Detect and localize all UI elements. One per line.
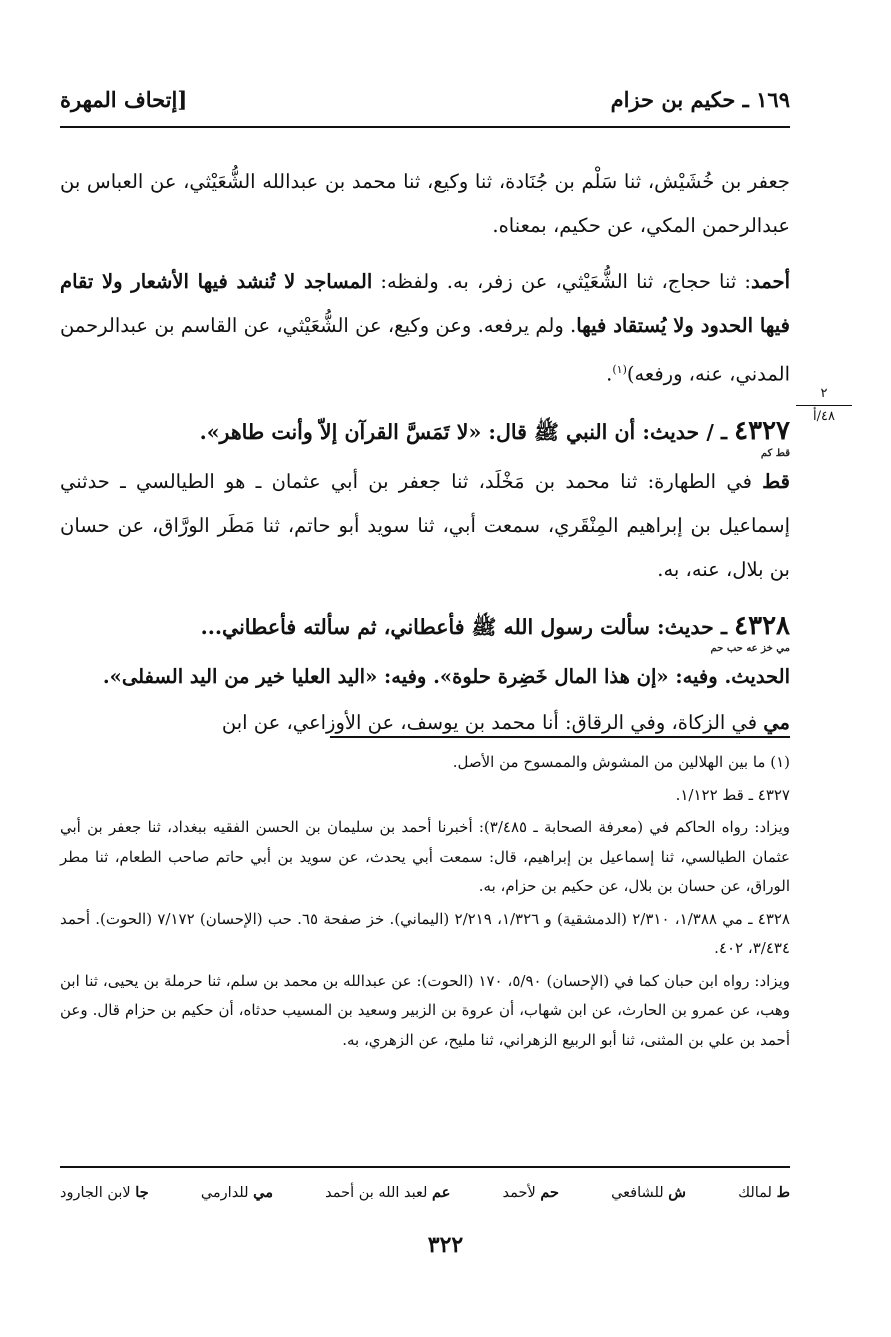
paragraph-4: الحديث. وفيه: «إن هذا المال خَضِرة حلوة». وفيه: «اليد العليا خير من اليد السفلى». (102, 664, 790, 688)
abbrev-item: مي للدارمي (200, 1184, 273, 1201)
paragraph-1: جعفر بن خُشَيْش، ثنا سَلْم بن جُنَادة، ثنا وكيع، ثنا محمد بن عبدالله الشُّعَيْثي، عن العباس بن عبدالرحمن المكي، عن حكيم، بمعناه. (60, 170, 790, 237)
header-book-title: [إتحاف المهرة (60, 86, 188, 112)
source-codes: قط كم (760, 447, 790, 459)
margin-reference (796, 386, 852, 425)
abbrev-item: حم لأحمد (502, 1184, 559, 1201)
footnote-3: ويزاد: رواه الحاكم في (معرفة الصحابة ـ ٣/٤٨٥): أخبرنا أحمد بن سليمان بن الحسن الفقيه ببغداد، ثنا جعفر بن أبي عثمان الطيالسي، ثنا إسماعيل بن إبراهيم، قال: سمعت أبي يحدث، عن سويد بن أبي حاتم صاحب الطعام، ثنا مطر الوراق، عن حسان بن بلال، عن حكيم بن حزام، به. (60, 818, 790, 895)
header-rule (60, 126, 790, 128)
hadith-number: ٤٣٢٨ (734, 610, 790, 641)
page-number: ٣٢٢ (427, 1232, 464, 1258)
main-text (60, 160, 790, 757)
footnote-rule (330, 736, 790, 738)
footnote-ref-1: (١) (612, 363, 627, 376)
hadith-4328-heading (60, 604, 790, 655)
footnote-5: ويزاد: رواه ابن حبان كما في (الإحسان) ٥/٩٠، ١٧٠ (الحوت): عن عبدالله بن محمد بن سلم، ثنا حرملة بن يحيى، ثنا ابن وهب، عن عمرو بن الحارث، عن ابن شهاب، أن عروة بن الزبير وسعيد بن المسيب حدثاه، أن حكيم بن حزام قال. وعن أحمد بن علي بن المثنى، ثنا أبو الربيع الزهراني، ثنا مليح، عن الزهري، به. (60, 971, 790, 1049)
source-codes: مي خز عه حب حم (710, 642, 790, 654)
footnote-4: ٤٣٢٨ ـ مي ١/٣٨٨، ٢/٣١٠ (الدمشقية) و ١/٣٢٦، ٢/٢١٩ (اليماني). خز صفحة ٦٥. حب (الإحسان) ٧/١٧٢ (الحوت). أحمد ٣/٤٣٤، ٤٠٢. (60, 909, 790, 957)
margin-ref-divider (796, 405, 852, 406)
paragraph-2-quote: المساجد لا تُنشد فيها الأشعار ولا تقام فيها الحدود ولا يُستقاد فيها (60, 270, 790, 337)
paragraph-2-end: . (606, 362, 613, 386)
paragraph-2-text-a: : ثنا حجاج، ثنا الشُّعَيْثي، عن زفر، به. ولفظه: (372, 270, 752, 293)
footnotes (60, 748, 790, 1058)
paragraph-3-text: في الطهارة: ثنا محمد بن مَخْلَد، ثنا جعفر بن أبي عثمان ـ هو الطيالسي ـ حدثني إسماعيل بن إبراهيم المِنْقَري، سمعت أبي، ثنا سويد أبو حاتم، ثنا مَطَر الورَّاق، عن حسان بن بلال، عنه، به. (60, 469, 790, 581)
hadith-title: ـ حديث: سألت رسول الله ﷺ فأعطاني، ثم سألته فأعطاني... (200, 614, 735, 639)
hadith-4327-heading (60, 409, 790, 460)
footnote-1: (١) ما بين الهلالين من المشوش والممسوح من الأصل. (452, 753, 790, 771)
abbrev-item: عم لعبد الله بن أحمد (325, 1184, 451, 1201)
running-header (60, 82, 790, 116)
paragraph-2-text-b: . ولم يرفعه. وعن وكيع، عن الشُّعَيْثي، عن القاسم بن عبدالرحمن المدني، عنه، ورفعه) (60, 314, 790, 386)
margin-ref-top: ٢ (820, 386, 828, 401)
footnote-2: ٤٣٢٧ ـ قط ١/١٢٢. (675, 785, 790, 804)
hadith-number: ٤٣٢٧ (734, 415, 790, 446)
abbreviation-rule (60, 1166, 790, 1168)
margin-ref-bottom: ٤٨/أ (813, 409, 835, 424)
source-abbrev-ahmad: أحمد (751, 270, 790, 293)
hadith-title: ـ / حديث: أن النبي ﷺ قال: «لا تَمَسَّ القرآن إلاّ وأنت طاهر». (199, 419, 735, 444)
source-abbrev-mi: مي (763, 710, 790, 734)
paragraph-2 (60, 260, 790, 397)
abbrev-item: ش للشافعي (611, 1184, 686, 1201)
paragraph-5-text: في الزكاة، وفي الرقاق: أنا محمد بن يوسف، عن الأوزاعي، عن ابن (221, 710, 764, 734)
source-abbrev-qt: قط (762, 469, 790, 493)
abbrev-item: ط لمالك (738, 1184, 790, 1201)
abbrev-item: جا لابن الجارود (60, 1184, 149, 1201)
paragraph-3 (60, 460, 790, 592)
header-chapter: ١٦٩ ـ حكيم بن حزام (610, 86, 790, 112)
abbreviation-key (60, 1184, 790, 1201)
